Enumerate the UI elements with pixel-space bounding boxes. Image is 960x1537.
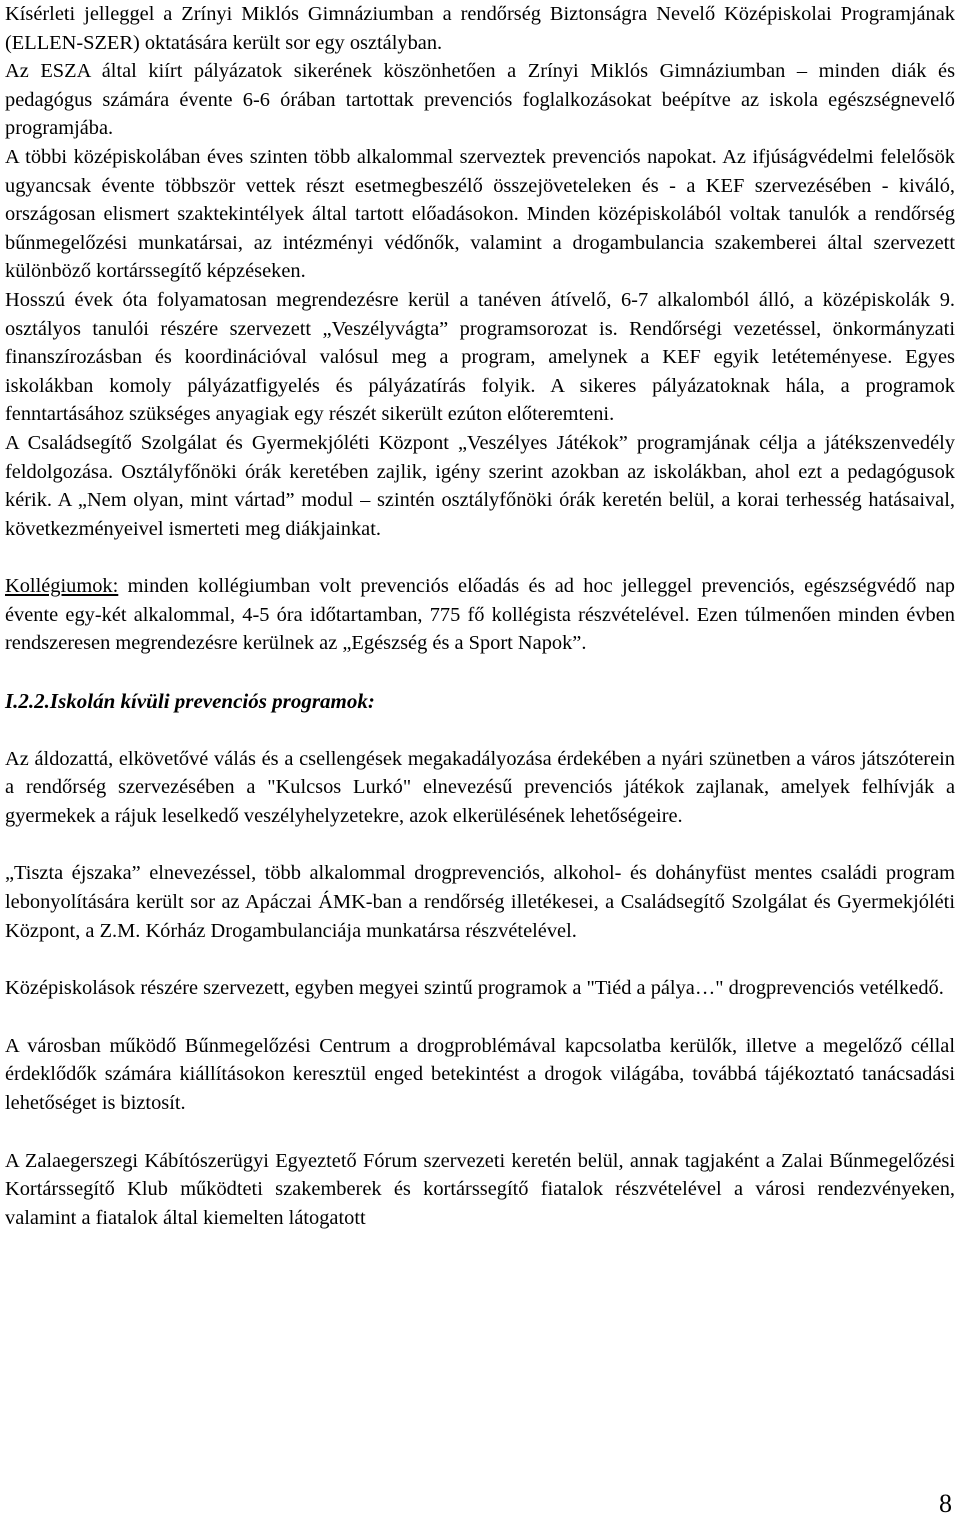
document-page	[5, 0, 955, 1232]
paragraph-ellen-szer: Kísérleti jelleggel a Zrínyi Miklós Gimnáziumban a rendőrség Biztonságra Nevelő Középiskolai Programjának (ELLEN-SZER) oktatására került sor egy osztályban.	[5, 3, 955, 54]
kollegiumok-label: Kollégiumok:	[5, 575, 119, 598]
paragraph-kozepiskolak: A többi középiskolában éves szinten több alkalommal szerveztek prevenciós napokat. Az ifjúságvédelmi felelősök ugyancsak évente többször vettek részt esetmegbeszélő összejöveteleken és - a KEF szervezésében - kiváló, országosan elismert szaktekintélyek által tartott előadásokon. Minden középiskolából voltak tanulók a rendőrség bűnmegelőzési munkatársai, az intézményi védőnők, valamint a drogambulancia szakemberei által szervezett különböző kortárssegítő képzéseken.	[5, 145, 955, 283]
paragraph-tied-a-palya: Középiskolások részére szervezett, egyben megyei szintű programok a "Tiéd a pálya…" drogprevenciós vetélkedő.	[5, 977, 944, 1000]
spacer	[5, 1118, 955, 1147]
paragraph-kef-klub: A Zalaegerszegi Kábítószerügyi Egyeztető Fórum szervezeti keretén belül, annak tagjaként a Zalai Bűnmegelőzési Kortárssegítő Klub működteti szakemberek és kortárssegítő fiatalok részvételével a városi rendezvényeken, valamint a fiatalok által kiemelten látogatott	[5, 1149, 955, 1229]
spacer	[5, 830, 955, 859]
spacer	[5, 716, 955, 745]
spacer	[5, 658, 955, 687]
spacer	[5, 543, 955, 572]
paragraph-tiszta-ejszaka: „Tiszta éjszaka” elnevezéssel, több alkalommal drogprevenciós, alkohol- és dohányfüst mentes családi program lebonyolítására került sor az Apáczai ÁMK-ban a rendőrség illetékesei, a Családsegítő Szolgálat és Gyermekjóléti Központ, a Z.M. Kórház Drogambulanciája munkatársa részvételével.	[5, 862, 955, 942]
paragraph-esza: Az ESZA által kiírt pályázatok sikerének köszönhetően a Zrínyi Miklós Gimnáziumban – minden diák és pedagógus számára évente 6-6 órában tartottak prevenciós foglalkozásokat beépítve az iskola egészségnevelő programjába.	[5, 60, 955, 140]
section-heading: I.2.2.Iskolán kívüli prevenciós programok:	[5, 689, 375, 714]
spacer	[5, 945, 955, 974]
paragraph-kollegiumok	[5, 572, 955, 658]
spacer	[5, 1003, 955, 1032]
kollegiumok-text: minden kollégiumban volt prevenciós előadás és ad hoc jelleggel prevenciós, egészségvédő nap évente egy-két alkalommal, 4-5 óra időtartamban, 775 fő kollégista részvételével. Ezen túlmenően minden évben rendszeresen megrendezésre kerülnek az „Egészség és a Sport Napok”.	[5, 575, 955, 655]
paragraph-bunmegelozesi-centrum: A városban működő Bűnmegelőzési Centrum a drogproblémával kapcsolatba kerülők, illetve a megelőző céllal érdeklődők számára kiállításokon keresztül enged betekintést a drogok világába, továbbá tájékoztató tanácsadási lehetőséget is biztosít.	[5, 1034, 955, 1114]
paragraph-kulcsos-lurko: Az áldozattá, elkövetővé válás és a csellengések megakadályozása érdekében a nyári szünetben a város játszóterein a rendőrség szervezésében a "Kulcsos Lurkó" elnevezésű prevenciós játékok zajlanak, amelyek felhívják a gyermekek a rájuk leselkedő veszélyhelyzetekre, azok elkerülésének lehetőségeire.	[5, 747, 955, 827]
page-number: 8	[939, 1489, 952, 1518]
paragraph-veszelyvagta: Hosszú évek óta folyamatosan megrendezésre kerül a tanéven átívelő, 6-7 alkalomból álló, a középiskolák 9. osztályos tanulói részére szervezett „Veszélyvágta” programsorozat is. Rendőrségi vezetéssel, önkormányzati finanszírozásban és koordinációval valósul meg a program, amelynek a KEF egyik letéteményese. Egyes iskolákban komoly pályázatfigyelés és pályázatírás folyik. A sikeres pályázatoknak hála, a programok fenntartásához szükséges anyagiak egy részét sikerült ezúton előteremteni.	[5, 288, 955, 426]
paragraph-veszelyes-jatekok: A Családsegítő Szolgálat és Gyermekjóléti Központ „Veszélyes Játékok” programjának célja a játékszenvedély feldolgozása. Osztályfőnöki órák keretében zajlik, igény szerint azokban az iskolákban, ahol ezt a pedagógusok kérik. A „Nem olyan, mint vártad” modul – szintén osztályfőnöki órák keretén belül, a korai terhesség hatásaival, következményeivel ismerteti meg diákjainkat.	[5, 431, 955, 540]
